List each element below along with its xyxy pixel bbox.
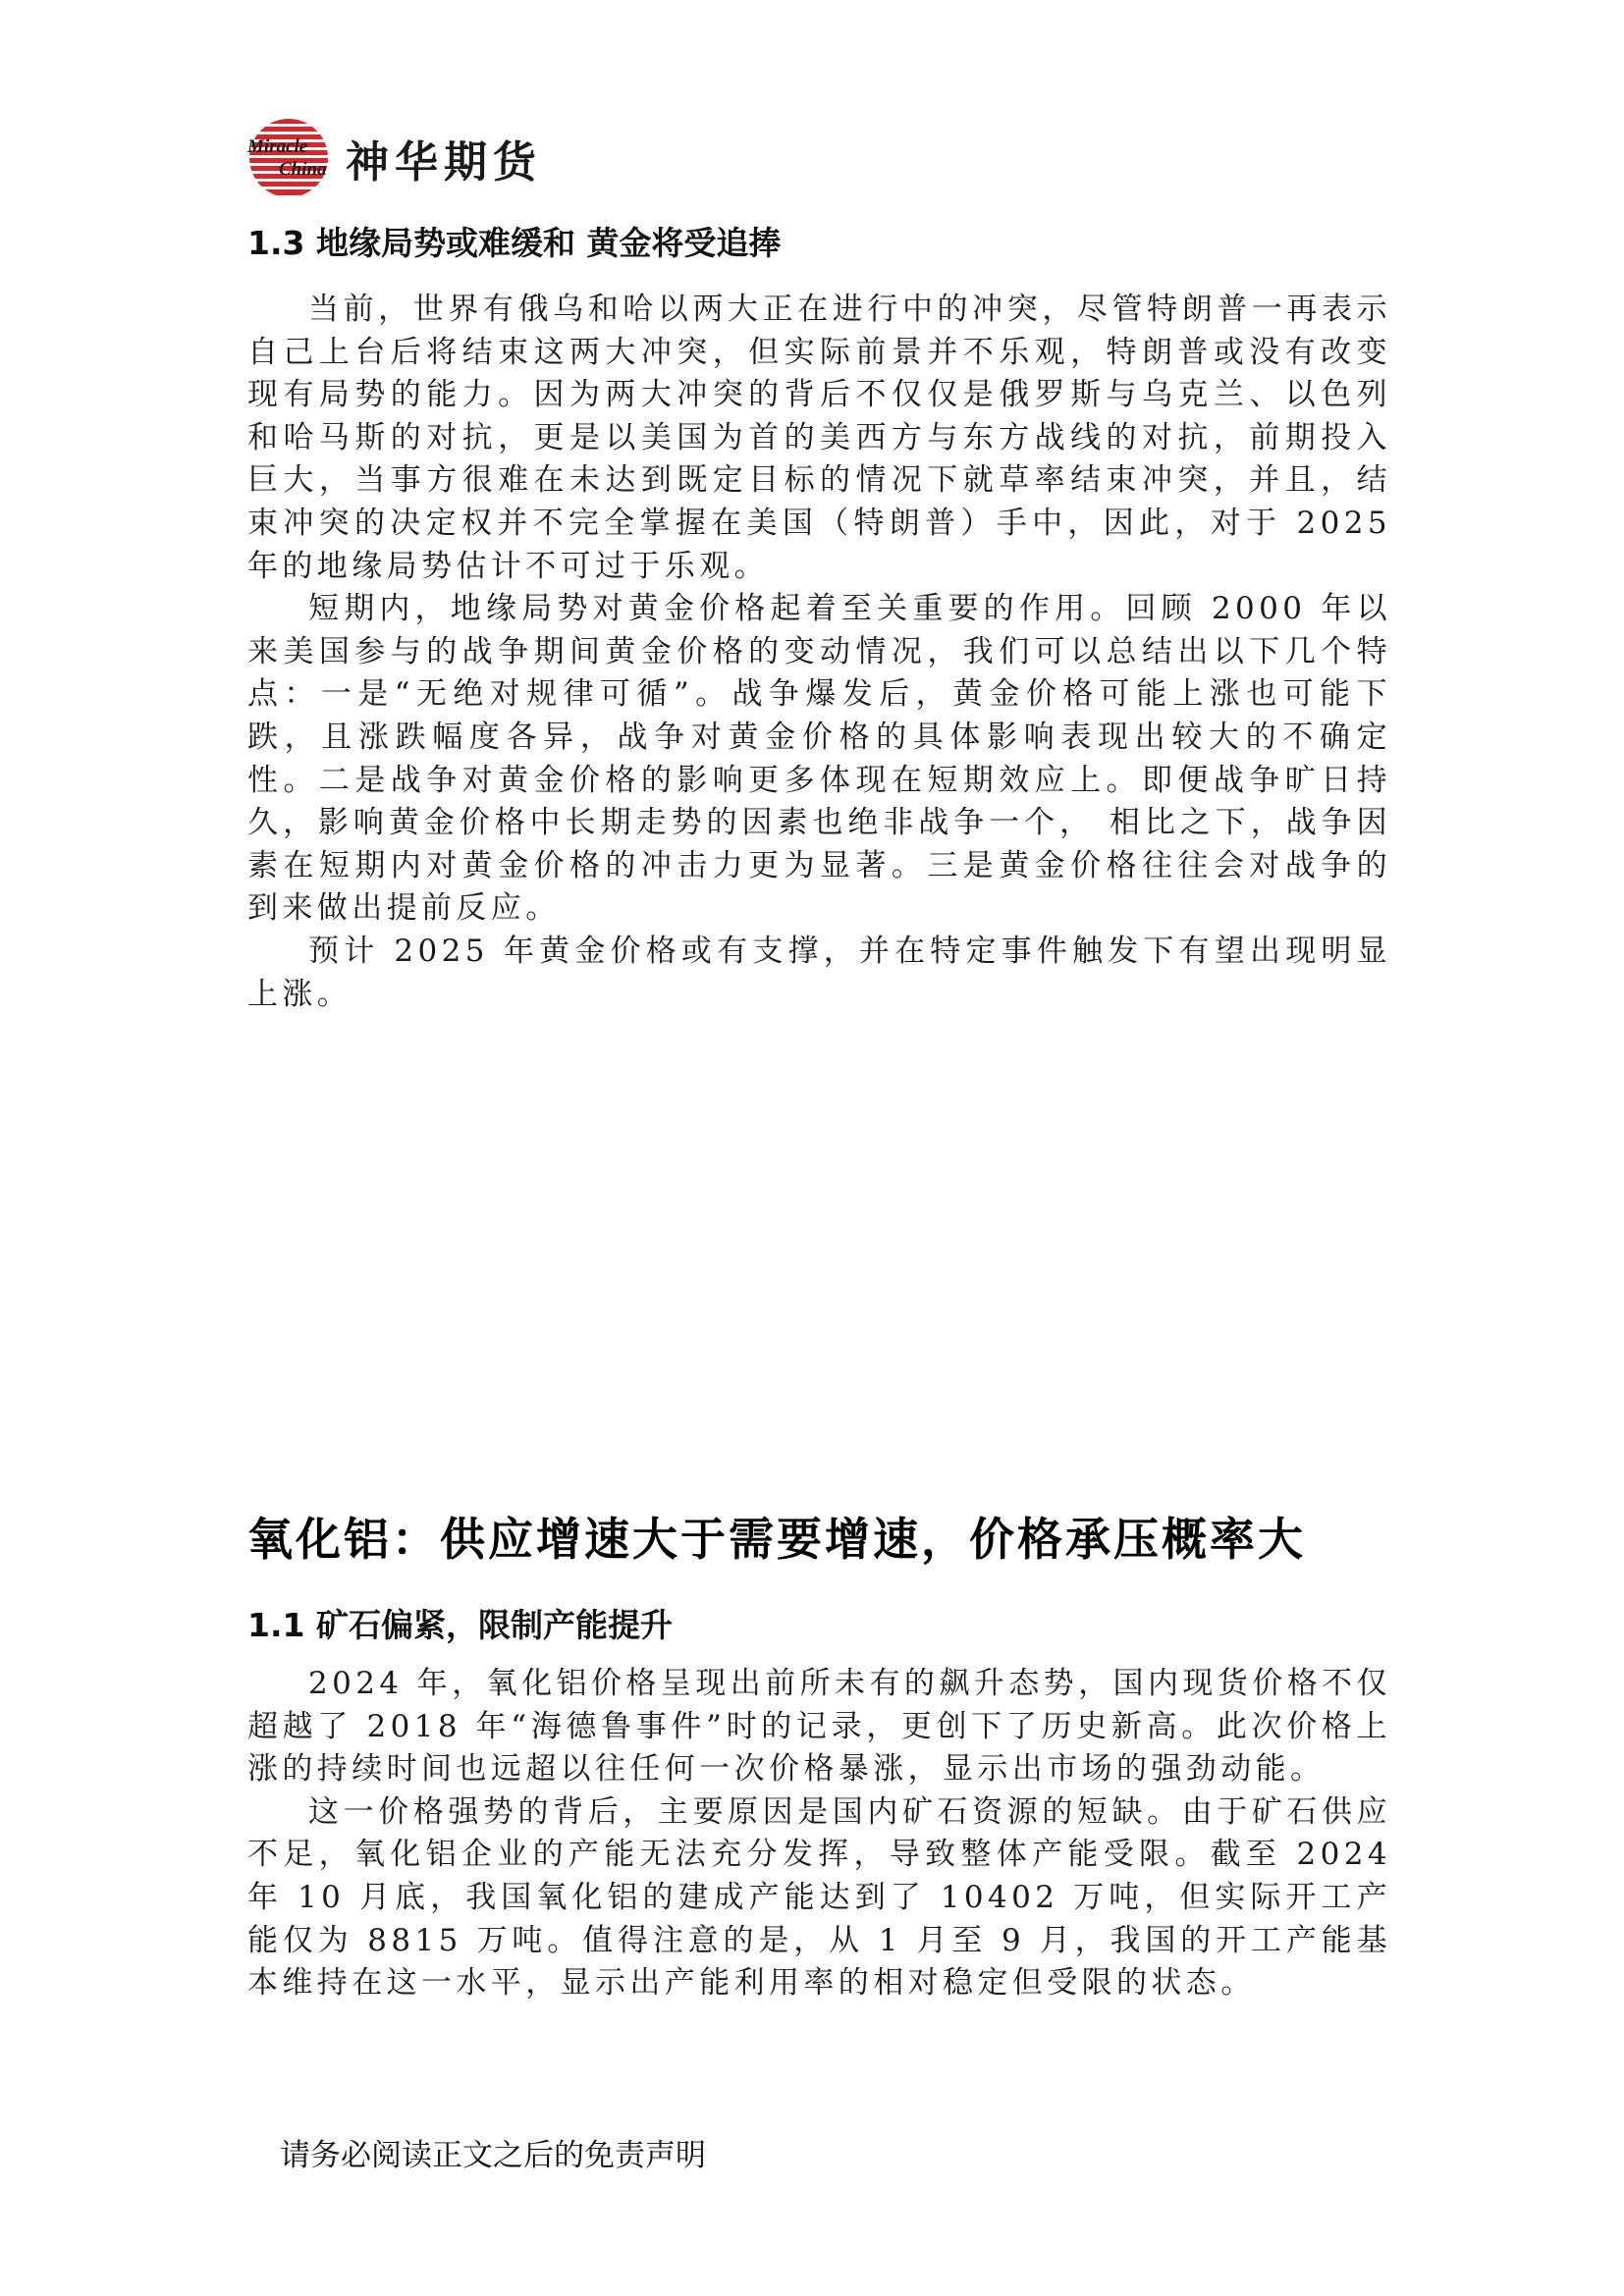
section-title-ore-shortage: 1.1 矿石偏紧，限制产能提升 [247,1606,673,1644]
section-2-body [247,1663,1391,2005]
chapter-title-alumina: 氧化铝：供应增速大于需要增速，价格承压概率大 [247,1513,1306,1566]
paragraph: 预计 2025 年黄金价格或有支撑，并在特定事件触发下有望出现明显上涨。 [247,933,1391,1012]
disclaimer-footer: 请务必阅读正文之后的免责声明 [280,2138,706,2173]
section-1-body [247,289,1391,1016]
logo-globe-icon [245,116,340,200]
svg-text:China: China [279,159,327,180]
paragraph: 这一价格强势的背后，主要原因是国内矿石资源的短缺。由于矿石供应不足，氧化铝企业的产能无法充分发挥，导致整体产能受限。截至 2024 年 10 月底，我国氧化铝的建成产能达到了 10402 万吨，但实际开工产能仅为 8815 万吨。值得注意的是，从 1 月至 9 月，我国的开工产能基本维持在这一水平，显示出产能利用率的相对稳定但受限的状态。 [247,1793,1391,2002]
section-title-geopolitics-gold: 1.3 地缘局势或难缓和 黄金将受追捧 [247,224,782,262]
paragraph: 2024 年，氧化铝价格呈现出前所未有的飙升态势，国内现货价格不仅超越了 2018 年“海德鲁事件”时的记录，更创下了历史新高。此次价格上涨的持续时间也远超以往任何一次价格暴涨，显示出市场的强劲动能。 [247,1666,1391,1788]
svg-text:Miracle: Miracle [247,136,308,157]
paragraph: 短期内，地缘局势对黄金价格起着至关重要的作用。回顾 2000 年以来美国参与的战争期间黄金价格的变动情况，我们可以总结出以下几个特点：一是“无绝对规律可循”。战争爆发后，黄金价格可能上涨也可能下跌，且涨跌幅度各异，战争对黄金价格的具体影响表现出较大的不确定性。二是战争对黄金价格的影响更多体现在短期效应上。即便战争旷日持久，影响黄金价格中长期走势的因素也绝非战争一个， 相比之下，战争因素在短期内对黄金价格的冲击力更为显著。三是黄金价格往往会对战争的到来做出提前反应。 [247,591,1391,927]
miracle-china-logo [245,116,340,200]
page-header [245,116,542,200]
company-name: 神华期货 [346,137,542,187]
paragraph: 当前，世界有俄乌和哈以两大正在进行中的冲突，尽管特朗普一再表示自己上台后将结束这两大冲突，但实际前景并不乐观，特朗普或没有改变现有局势的能力。因为两大冲突的背后不仅仅是俄罗斯与乌克兰、以色列和哈马斯的对抗，更是以美国为首的美西方与东方战线的对抗，前期投入巨大，当事方很难在未达到既定目标的情况下就草率结束冲突，并且，结束冲突的决定权并不完全掌握在美国（特朗普）手中，因此，对于 2025 年的地缘局势估计不可过于乐观。 [247,292,1391,584]
